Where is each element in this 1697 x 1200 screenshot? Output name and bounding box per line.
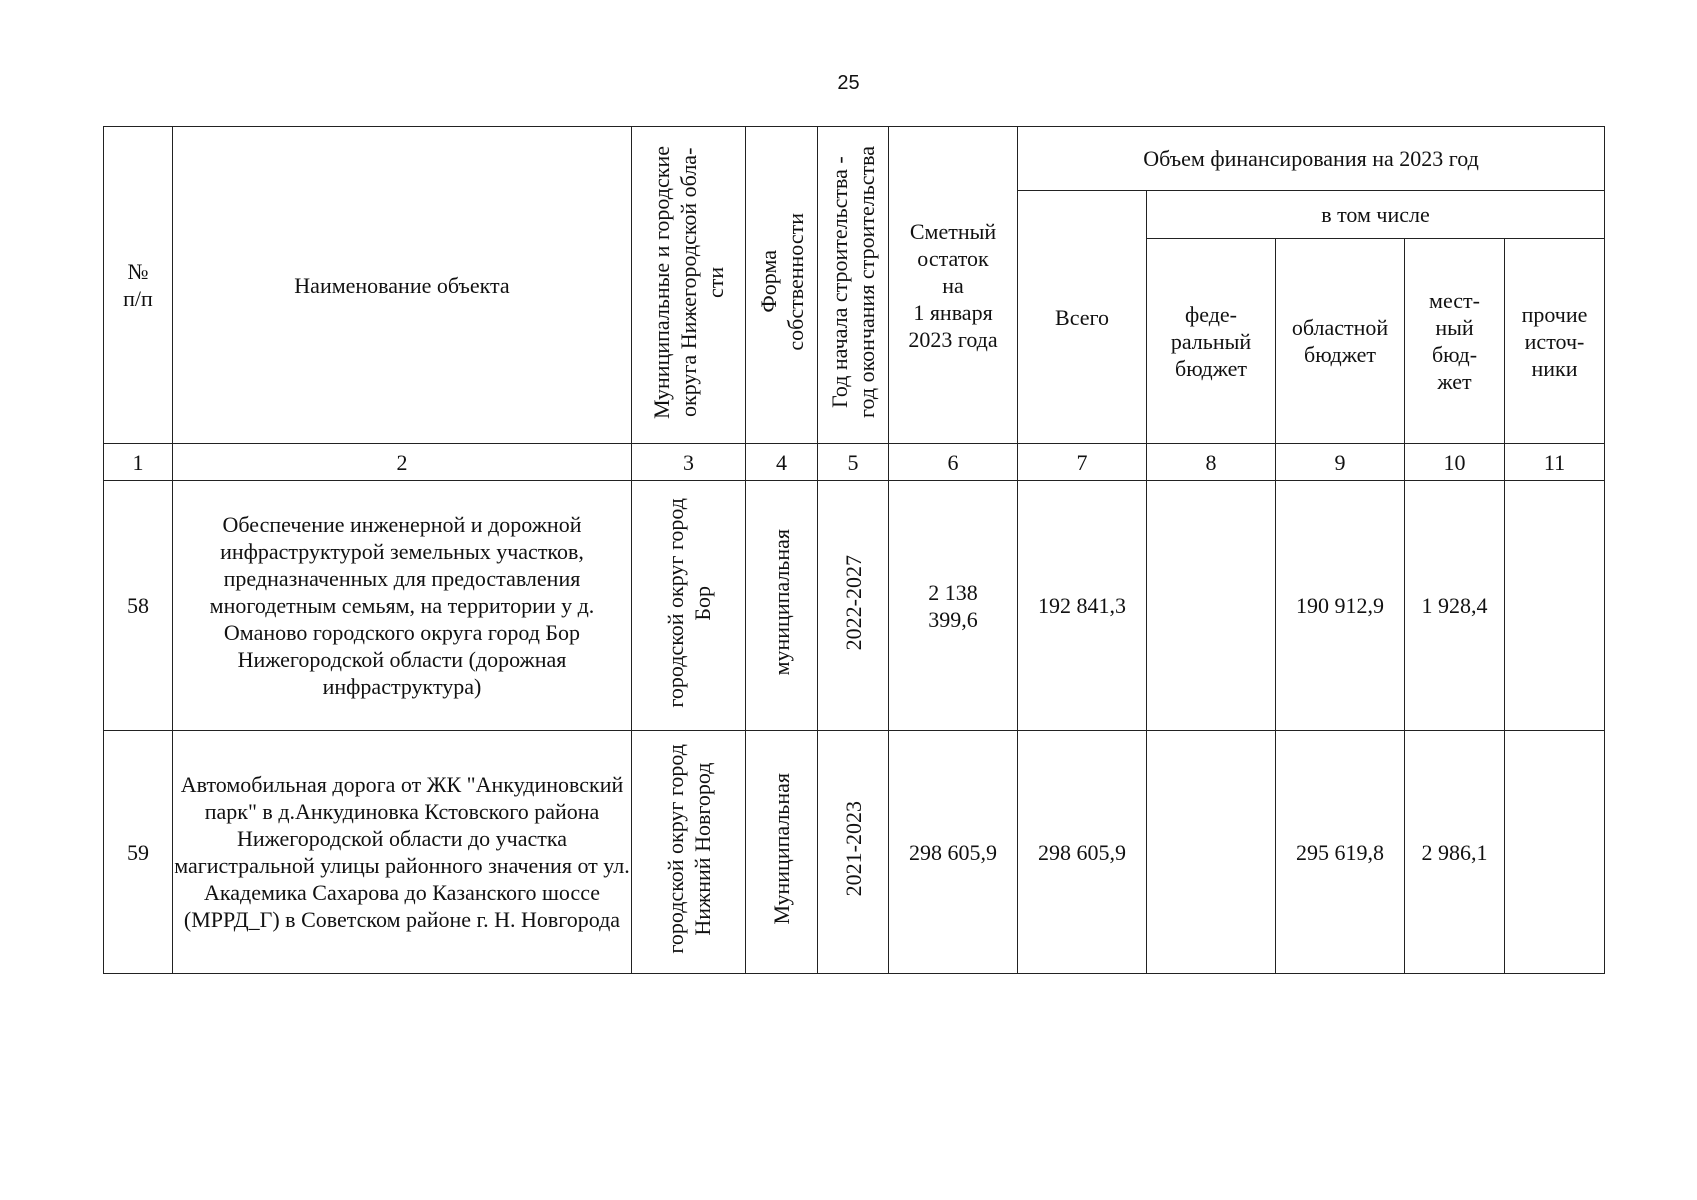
header-name: Наименование объекта: [173, 127, 632, 444]
row-total: 192 841,3: [1018, 481, 1147, 731]
row-remainder: 2 138 399,6: [889, 481, 1018, 731]
column-number: 2: [173, 444, 632, 481]
column-number: 10: [1405, 444, 1505, 481]
row-ownership: Муниципальная: [746, 731, 818, 974]
row-remainder: 298 605,9: [889, 731, 1018, 974]
column-number: 1: [104, 444, 173, 481]
row-years: 2022-2027: [818, 481, 889, 731]
header-num: № п/п: [104, 127, 173, 444]
header-remainder: Сметный остаток на 1 января 2023 года: [889, 127, 1018, 444]
column-number: 3: [632, 444, 746, 481]
header-ownership: Форма собственности: [746, 127, 818, 444]
row-num: 59: [104, 731, 173, 974]
header-other: прочие источ- ники: [1505, 239, 1605, 444]
row-other: [1505, 731, 1605, 974]
header-regional: областной бюджет: [1276, 239, 1405, 444]
row-object-name: Автомобильная дорога от ЖК "Анкудиновский парк" в д.Анкудиновка Кстовского района Нижегородской области до участка магистральной улицы районного значения от ул. Академика Сахарова до Казанского шоссе (МРРД_Г) в Советском районе г. Н. Новгорода: [173, 731, 632, 974]
header-including: в том числе: [1147, 191, 1605, 239]
column-number: 11: [1505, 444, 1605, 481]
row-local: 2 986,1: [1405, 731, 1505, 974]
column-number: 7: [1018, 444, 1147, 481]
column-number: 6: [889, 444, 1018, 481]
column-number: 5: [818, 444, 889, 481]
column-number: 4: [746, 444, 818, 481]
financing-table: [103, 126, 1605, 974]
row-object-name: Обеспечение инженерной и дорожной инфраструктурой земельных участков, предназначенных для предоставления многодетным семьям, на территории у д. Оманово городского округа город Бор Нижегородской области (дорожная инфраструктура): [173, 481, 632, 731]
row-years: 2021-2023: [818, 731, 889, 974]
header-years: Год начала строительства - год окончания строительства: [818, 127, 889, 444]
header-local: мест- ный бюд- жет: [1405, 239, 1505, 444]
row-local: 1 928,4: [1405, 481, 1505, 731]
header-total: Всего: [1018, 191, 1147, 444]
row-regional: 295 619,8: [1276, 731, 1405, 974]
column-number-row: [104, 444, 1605, 481]
row-municipality: городской округ город Бор: [632, 481, 746, 731]
header-funding-group: Объем финансирования на 2023 год: [1018, 127, 1605, 191]
header-federal: феде- ральный бюджет: [1147, 239, 1276, 444]
row-federal: [1147, 481, 1276, 731]
header-row-1: [104, 127, 1605, 191]
row-other: [1505, 481, 1605, 731]
row-ownership: муниципальная: [746, 481, 818, 731]
table-row: [104, 731, 1605, 974]
row-num: 58: [104, 481, 173, 731]
page-number: 25: [837, 72, 860, 94]
row-municipality: городской округ город Нижний Новгород: [632, 731, 746, 974]
header-municipality: Муниципальные и городские округа Нижегородской обла- сти: [632, 127, 746, 444]
row-total: 298 605,9: [1018, 731, 1147, 974]
column-number: 8: [1147, 444, 1276, 481]
column-number: 9: [1276, 444, 1405, 481]
row-federal: [1147, 731, 1276, 974]
table-row: [104, 481, 1605, 731]
row-regional: 190 912,9: [1276, 481, 1405, 731]
